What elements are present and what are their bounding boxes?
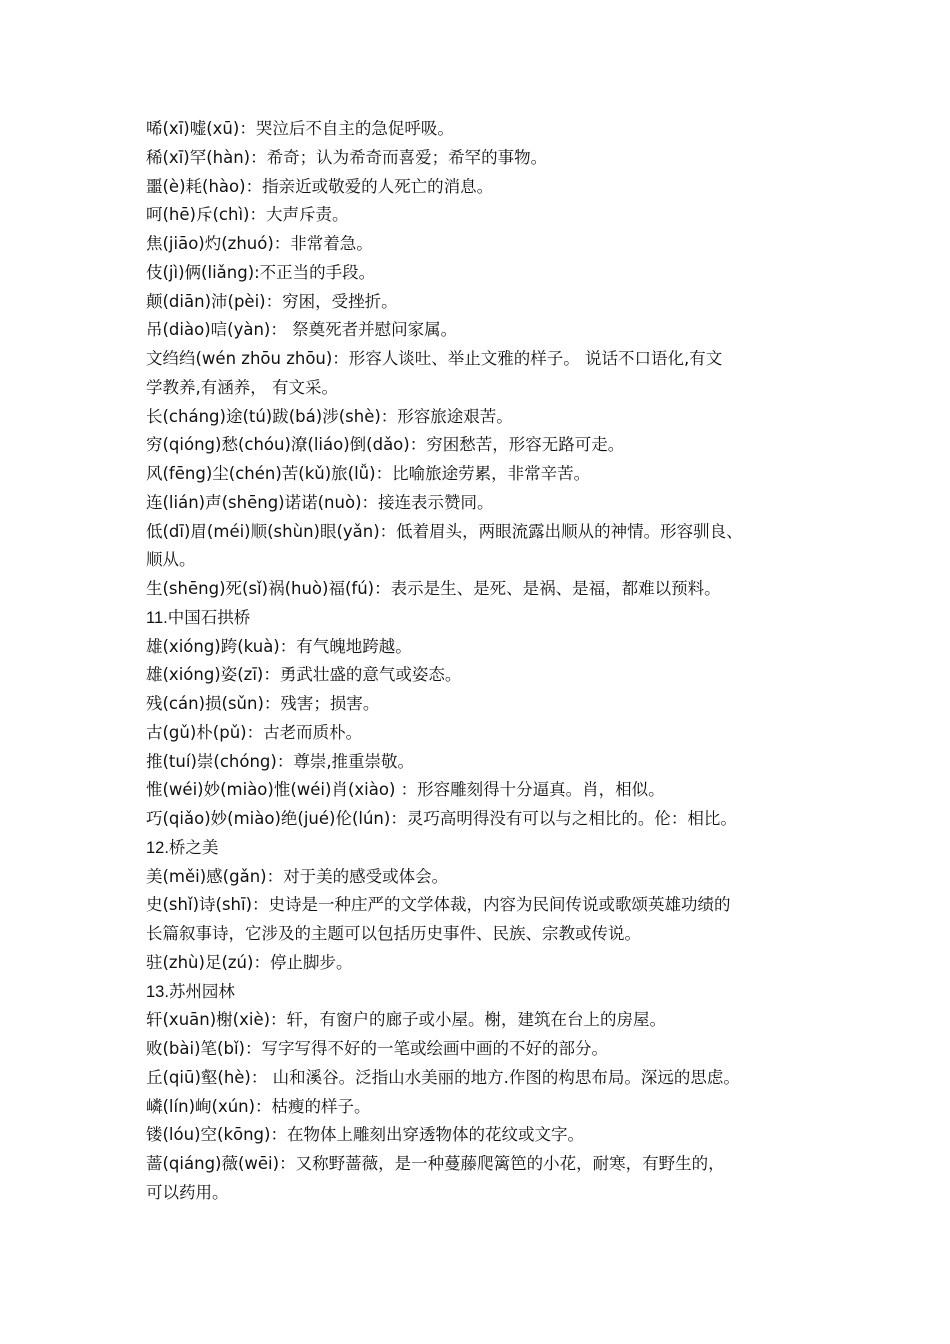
vocab-entry-xiongkua: 雄(xióng)跨(kuà)：有气魄地跨越。 [146,636,412,656]
vocab-entry-zhuzu: 驻(zhù)足(zú)：停止脚步。 [146,952,353,972]
section-heading-13: 13.苏州园林 [146,982,235,1001]
vocab-entry-tuichong: 推(tuí)崇(chóng)：尊崇,推重崇敬。 [146,751,415,771]
vocab-entry-loukong: 镂(lóu)空(kōng)：在物体上雕刻出穿透物体的花纹或文字。 [146,1125,584,1145]
vocab-entry-qiangwei-cont: 可以药用。 [146,1182,229,1202]
vocab-entry-xixu: 唏(xī)嘘(xū)：哭泣后不自主的急促呼吸。 [146,119,454,138]
vocab-entry-changtubashe: 长(cháng)途(tú)跋(bá)涉(shè)：形容旅途艰苦。 [146,406,513,426]
vocab-entry-ehao: 噩(è)耗(hào)：指亲近或敬爱的人死亡的消息。 [146,176,494,196]
vocab-entry-cansun: 残(cán)损(sǔn)：残害；损害。 [146,694,380,713]
vocab-entry-qiuhe: 丘(qiū)壑(hè)： 山和溪谷。泛指山水美丽的地方.作图的构思布局。深远的思虑。 [146,1067,740,1087]
vocab-entry-meigan: 美(měi)感(gǎn)：对于美的感受或体会。 [146,866,449,886]
vocab-entry-baibi: 败(bài)笔(bǐ)：写字写得不好的一笔或绘画中画的不好的部分。 [146,1039,608,1058]
vocab-entry-lianshengnuonuo: 连(lián)声(shēng)诺诺(nuò)：接连表示赞同。 [146,492,494,512]
vocab-entry-gupu: 古(gǔ)朴(pǔ)：古老而质朴。 [146,722,363,742]
vocab-entry-qiaomiaojuelun: 巧(qiǎo)妙(miào)绝(jué)伦(lún)：灵巧高明得没有可以与之相比的。伦：相比。 [146,809,737,828]
document-body [146,115,818,1208]
vocab-entry-wenzhouzhou: 文绉绉(wén zhōu zhōu)：形容人谈吐、举止文雅的样子。 说话不口语化,有文 [146,349,723,368]
vocab-entry-linxun: 嶙(lín)峋(xún)：枯瘦的样子。 [146,1096,371,1116]
section-heading-12: 12.桥之美 [146,838,219,857]
vocab-entry-diaoyan: 吊(diào)唁(yàn)： 祭奠死者并慰问家属。 [146,320,458,340]
vocab-entry-hechi: 呵(hē)斥(chì)：大声斥责。 [146,205,349,225]
vocab-entry-shishi-cont: 长篇叙事诗，它涉及的主题可以包括历史事件、民族、宗教或传说。 [146,924,641,943]
vocab-entry-jiliang: 伎(jì)俩(liǎng):不正当的手段。 [146,262,376,282]
vocab-entry-weimiaoweixiao: 惟(wéi)妙(miào)惟(wéi)肖(xiào) ：形容雕刻得十分逼真。肖，相似。 [146,780,665,800]
vocab-entry-qiongchouliaodao: 穷(qióng)愁(chóu)潦(liáo)倒(dǎo)：穷困愁苦，形容无路可走。 [146,435,625,455]
vocab-entry-dianpei: 颠(diān)沛(pèi)：穷困，受挫折。 [146,291,398,311]
vocab-entry-dimeishunyan: 低(dī)眉(méi)顺(shùn)眼(yǎn)：低着眉头，两眼流露出顺从的神情。形容驯良、 [146,521,743,541]
vocab-entry-jiaozhuo: 焦(jiāo)灼(zhuó)：非常着急。 [146,234,373,253]
vocab-entry-xuanxie: 轩(xuān)榭(xiè)：轩，有窗户的廊子或小屋。榭，建筑在台上的房屋。 [146,1010,667,1030]
vocab-entry-xihan: 稀(xī)罕(hàn)：希奇；认为希奇而喜爱；希罕的事物。 [146,147,548,167]
vocab-entry-shishi: 史(shǐ)诗(shī)：史诗是一种庄严的文学体裁，内容为民间传说或歌颂英雄功绩的 [146,895,731,915]
vocab-entry-fengchenkulv: 风(fēng)尘(chén)苦(kǔ)旅(lǚ)：比喻旅途劳累，非常辛苦。 [146,464,591,483]
vocab-entry-shengsihuofu: 生(shēng)死(sǐ)祸(huò)福(fú)：表示是生、是死、是祸、是福，都难以预料。 [146,579,721,598]
vocab-entry-xiongzi: 雄(xióng)姿(zī)：勇武壮盛的意气或姿态。 [146,665,462,685]
vocab-entry-dimeishunyan-cont: 顺从。 [146,550,196,570]
vocab-entry-wenzhouzhou-cont: 学教养,有涵养， 有文采。 [146,377,338,397]
section-heading-11: 11.中国石拱桥 [146,608,251,627]
vocab-entry-qiangwei: 蔷(qiáng)薇(wēi)：又称野蔷薇，是一种蔓藤爬篱笆的小花，耐寒，有野生的， [146,1154,725,1173]
